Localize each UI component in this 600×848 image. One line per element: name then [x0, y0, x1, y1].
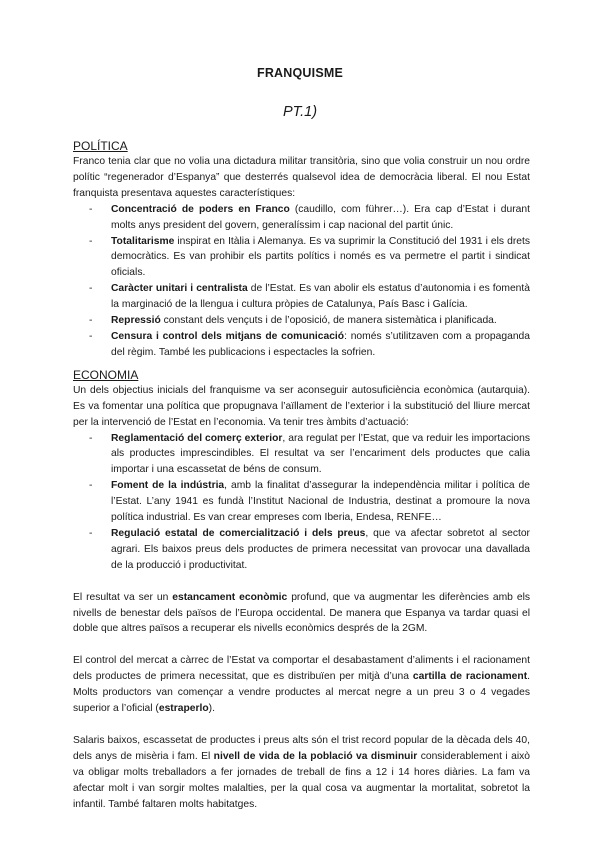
bullet-dash: - — [89, 203, 93, 215]
text-run: ). — [208, 703, 215, 715]
section-economia — [73, 368, 530, 813]
list-item — [89, 202, 530, 234]
item-text: constant dels vençuts i de l’oposició, de manera sistemàtica i planificada. — [160, 315, 497, 327]
paragraph-gap — [73, 574, 530, 590]
item-keyword: Foment de la indústria — [111, 480, 225, 492]
item-text: : només s’utilitzaven com a propaganda del règim. També les publicacions i espectacles la sofrien. — [111, 330, 530, 358]
bullet-dash: - — [89, 480, 93, 492]
item-keyword: Caràcter unitari i centralista — [111, 283, 248, 295]
item-text: , que va afectar sobretot al sector agrari. Els baixos preus dels productes de primera necessitat van provocar una davallada de la producció i productivitat. — [111, 527, 530, 571]
bold-term: estancament econòmic — [172, 591, 288, 603]
item-text: de l’Estat. Es van abolir els estatus d’autonomia i es fomentà la marginació de la llengua i cultura pròpies de Catalunya, País Basc i Galícia. — [111, 283, 530, 311]
text-run: profund, que va augmentar les diferències amb els nivells de benestar dels països de l’Europa occidental. De manera que Espanya va tardar quasi el doble que altres països a recuperar els nivells econòmics després de la 2GM. — [73, 591, 531, 635]
list-item — [89, 234, 530, 282]
item-keyword: Censura i control dels mitjans de comunicació — [111, 330, 345, 342]
list-item — [89, 431, 530, 479]
item-text: , amb la finalitat d’assegurar la independència militar i política de l’Estat. L’any 1941 es fundà l’Institut Nacional de Industria, destinat a promoure la nova política industrial. Es van crear empreses com Iberia, Endesa, RENFE… — [111, 480, 530, 524]
politica-list — [73, 202, 530, 361]
bullet-dash: - — [89, 330, 93, 342]
bold-term: estraperlo — [158, 703, 209, 715]
list-item — [89, 478, 530, 526]
bullet-dash: - — [89, 432, 93, 444]
document-title: FRANQUISME — [256, 66, 344, 80]
item-keyword: Concentració de poders en Franco — [111, 203, 290, 215]
item-text: , ara regulat per l’Estat, que va reduir les importacions als productes imprescindibles. El resultat va ser l’encariment dels productes que calia importar i una escassetat de béns de consum. — [111, 432, 530, 476]
text-run: El control del mercat a càrrec de l’Estat va comportar el desabastament d’aliments i el racionament dels productes de primera necessitat, que es distribuïen per mitjà d’una — [73, 655, 530, 683]
bullet-dash: - — [89, 527, 93, 539]
bold-term: nivell de vida de la població va disminuir — [213, 750, 418, 762]
text-run: El resultat va ser un — [73, 591, 173, 603]
item-keyword: Repressió — [111, 315, 161, 327]
section-heading-politica: POLÍTICA — [73, 139, 128, 153]
bullet-dash: - — [89, 235, 93, 247]
text-run: . Molts productors van començar a vendre productes al mercat negre a un preu 3 o 4 vegades superior a l’oficial ( — [73, 671, 530, 715]
bold-term: cartilla de racionament — [412, 671, 528, 683]
paragraph-gap — [73, 717, 530, 733]
paragraph-gap — [73, 637, 530, 653]
item-keyword: Totalitarisme — [111, 235, 175, 247]
item-text: inspirat en Itàlia i Alemanya. Es va suprimir la Constitució del 1931 i els drets democràtics. Es van prohibir els partits polítics i només es va permetre el partit i sindicat oficials. — [111, 235, 530, 279]
item-text: (caudillo, com führer…). Era cap d’Estat i durant molts anys president del govern, generalíssim i cap nacional del partit únic. — [111, 203, 530, 231]
paragraph-estancament — [73, 590, 530, 638]
paragraph-nivell-vida — [73, 733, 530, 813]
politica-intro: Franco tenia clar que no volia una dictadura militar transitòria, sino que volia construir un nou ordre polític “regenerador d’Espanya” que desterrés qualsevol idea de democràcia liberal. El nou Estat franquista presentava aquestes característiques: — [73, 156, 530, 199]
document-body — [73, 139, 530, 813]
section-politica — [73, 139, 530, 361]
bullet-dash: - — [89, 315, 93, 327]
item-keyword: Reglamentació del comerç exterior — [111, 432, 283, 444]
paragraph-racionament — [73, 653, 530, 717]
list-item — [89, 329, 530, 361]
economia-intro: Un dels objectius inicials del franquisme va ser aconseguir autosuficiència econòmica (autarquia). Es va fomentar una política que propugnava l’aïllament de l’exterior i la substitució del lliure mercat per la intervenció de l’Estat en l’economia. Va tenir tres àmbits d’actuació: — [73, 384, 530, 428]
economia-list — [73, 431, 530, 574]
document-subtitle: PT.1) — [282, 104, 318, 120]
section-heading-economia: ECONOMIA — [73, 367, 139, 382]
bullet-dash: - — [89, 283, 93, 295]
text-run: Salaris baixos, escassetat de productes i preus alts són el trist record popular de la dècada dels 40, dels anys de misèria i fam. El — [73, 735, 530, 762]
item-keyword: Regulació estatal de comercialització i dels preus — [111, 527, 366, 539]
text-run: considerablement i això va obligar molts treballadors a fer jornades de treball de fins a 12 i 14 hores diàries. La fam va afectar molt i van sorgir moltes malalties, per la qual cosa va augmentar la mortalitat, sobretot la infantil. També faltaren molts habitatges. — [73, 750, 530, 810]
list-item — [89, 281, 530, 313]
list-item — [89, 526, 530, 574]
list-item — [89, 313, 530, 329]
